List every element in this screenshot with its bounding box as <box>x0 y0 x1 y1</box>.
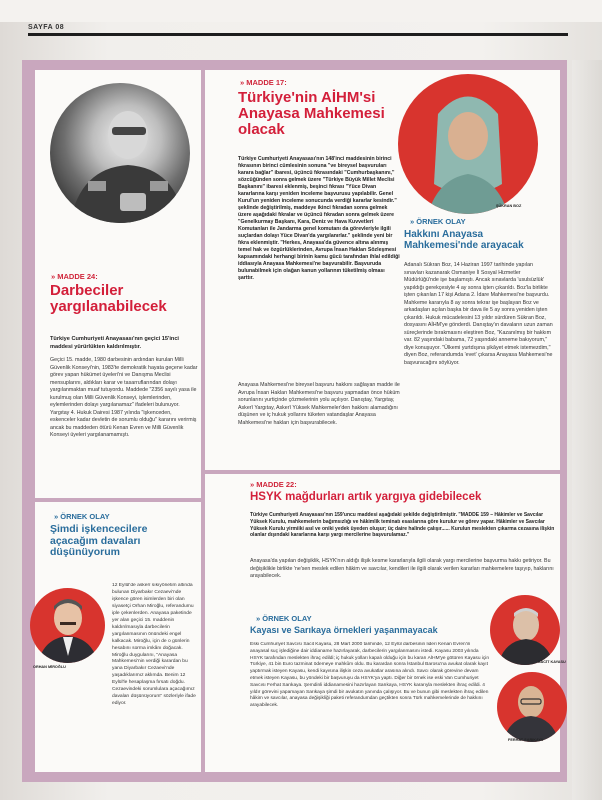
chevron-icon: » <box>51 272 58 281</box>
boz-headline: Hakkını Anayasa Mahkemesi'nde arayacak <box>404 229 524 251</box>
darbeciler-body: Geçici 15. madde, 1980 darbesinin ardından kurulan Milli Güvenlik Konseyi'nin, 1983'te demokratik hayata geçene kadar görev yapan hükümet üyeleri'ni ve Danışma Meclisi mensuplarını, aldıkları karar ve tasarruflarından dolayı yargılanmaktan muaf tutuyordu. Maddede "2356 sayılı yasa ile kurulmuş olan Milli Güvenlik Konseyi, işlemlerinden, eylemlerinden dolayı yargılanamaz" ifadeleri bulunuyor. Yargıtay 4. Hukuk Dairesi 1987 yılında "işkenceden, eskenceler kadar devletin de sorumlu olduğu" kararını verirmiş ancak bu maddeden ötürü Kenan Evren ve Milli Güvenlik Konseyi üyeleri yargılanamamıştı. <box>50 357 198 439</box>
chevron-icon: » <box>54 512 61 521</box>
kayasu-tag: » ÖRNEK OLAY <box>256 614 312 623</box>
madde17-tag: » MADDE 17: <box>240 78 287 87</box>
sacit-kayasu-photo <box>490 595 560 665</box>
portrait-icon <box>497 672 567 742</box>
hsyk-headline: HSYK mağdurları artık yargıya gidebilecek <box>250 491 482 503</box>
darbeciler-headline: Darbeciler yargılanabilecek <box>50 282 167 315</box>
portrait-icon <box>50 83 190 223</box>
chevron-icon: » <box>240 78 247 87</box>
miroglu-caption: ORHAN MİROĞLU <box>33 665 66 669</box>
madde24-tag: » MADDE 24: <box>51 272 98 281</box>
hsyk-body: Anayasa'da yapılan değişiklik, HSYK'nın aldığı ilişik kesme kararlarıyla ilgili olarak yargı mercilerine başvurma hakkı getiriyor. Bu değişiklikle birlikte 'ne'sen meslek edilen hâkim ve savcılar, kendileri ile ilgili olarak verilen kararları mahkemelere taşıyıp, haklarını arayabilecek. <box>250 558 554 580</box>
chevron-icon: » <box>250 480 257 489</box>
page-number: SAYFA 08 <box>28 24 65 31</box>
aihm-headline: Türkiye'nin AİHM'si Anayasa Mahkemesi olacak <box>238 89 385 138</box>
miroglu-body: 12 Eylül'de askerî sıkıyönetim altında bulunan Diyarbakır Cezaevi'nde işkence gören isimlerden biri olan siyasetçi Orhan Miroğlu, referandumu iple çekenlerden. Anayasa paketinde yer alan geçici 15. maddenin kaldırılmasıyla darbecilerin yargılanmasının önündeki engel kalkacak. Miroğlu, için de o günlerin hesabını sorma imkânı doğacak. Miroğlu duygularını, "Anayasa Mahkemesi'nin verdiği karardan bu yana Diyarbakır Cezaevi'nde yaşadıklarımız aklımda. Benim 12 Eylül'le hesaplaşma fırsatı doğdu. Cezaevindeki sorumlulara açacağımız davaları düşünüyorum" sözleriyle ifade ediyor. <box>112 583 196 707</box>
top-margin <box>0 0 602 22</box>
aihm-body: Anayasa Mahkemesi'ne bireysel başvuru hakkını sağlayan madde ile Avrupa İnsan Hakları Mahkemesi'ne başvuru yapmadan önce hüküm sorunlarını yurtiçinde çözmelerinin yolu açılıyor. Danıştay, Yargıtay, Askerî Yargıtay, Askerî Yüksek Mahkemeler'den hakkını alamadığını düşünen ve iç hukuk yollarını tüketen vatandaşlar Anayasa Mahkemesi'ne hakları için başvurabilecek. <box>238 382 400 426</box>
kayasu-body: Eski Cumhuriyet Savcısı Sacit Kayasu, 28 Mart 2000 tarihinde, 12 Eylül darbesinin lideri Kenan Evren'in anayasal suç işlediğine dair iddianame hazırlayarak, darbecilerin yargılanmasını istedi. Kayasu 2003 yılında HSYK tarafından meslekten ihraç edildi; iç hukuk yolları kapalı olduğu için bu kararı AİHM'ye götüren Kayasu için Türkiye, 41 bin Euro tazminat ödemeye mahkûm oldu. Bu karardan sonra İstanbul Barosu'na avukat olarak kayıt yaptırmak isteyen Kayasu, kendi kayısına ilişkin ceza avukatlar arasına alındı. Savcı olarak görevine devam etmek isteyen Kayasu, bu yöndeki bir başvuruyu da HSYK'ya yaptı. Diğer bir örnek ise eski Van Cumhuriyet Savcısı Ferhat Sarıkaya. Şemdinli iddianamesini hazırlayan Sarıkaya, HSYK kararıyla meslekten ihraç edildi. 4 yıldır görevini yapamayan Sarıkaya şimdi bir avukatın yanında çalışıyor. Bu ve bunun gibi meslekten ihraç edilen hâkim ve savcılar, anayasa değişikliği paketi referandumdan geçtikten sonra Türk mahkemelerinde de hakkını arayabilecek. <box>250 642 490 709</box>
darbeciler-lead: Türkiye Cumhuriyeti Anayasası'nın geçici 15'inci maddesi yürürlükten kaldırılmıştır. <box>50 336 179 350</box>
portrait-icon <box>30 588 105 663</box>
sukran-caption: ŞÜKRAN BOZ <box>496 204 522 208</box>
kayasu-headline: Kayası ve Sarıkaya örnekleri yaşanmayacak <box>250 625 438 635</box>
kenan-evren-photo <box>50 83 190 223</box>
miroglu-headline: Şimdi işkencecilere açacağım davaları düşünüyorum <box>50 523 148 559</box>
sarikaya-caption: FERHAT SARIKAYA <box>508 738 544 742</box>
aihm-lead: Türkiye Cumhuriyeti Anayasası'nın 148'inci maddesinin birinci fıkrasının birinci cümlesinin sonuna "ve bireysel başvuruları karara bağlar" ibaresi, üçüncü fıkrasındaki "Cumhurbaşkanını," sözcüğünden sonra gelmek üzere "Türkiye Büyük Millet Meclisi Başkanını" ibaresi eklenmiş, beşinci fıkrası "Yüce Divan kararlarına karşı yeniden inceleme başvurusu yapılabilir. Genel Kurul'un yeniden inceleme sonucunda verdiği kararlar kesindir." şeklinde değiştirilmiş, maddeye ikinci fıkradan sonra gelmek üzere aşağıdaki fıkralar ve üçüncü fıkradan sonra gelmek üzere "Genelkurmay Başkanı, Kara, Deniz ve Hava Kuvvetleri Komutanları ile Jandarma genel komutanı da görevleriyle ilgili suçlardan dolayı Yüce Divan'da yargılanırlar." şeklinde yeni bir fıkra eklenmiştir. "Herkes, Anayasa'da güvence altına alınmış temel hak ve özgürlüklerinden, Avrupa İnsan Hakları Sözleşmesi kapsamındaki herhangi birinin kamu gücü tarafından ihlal edildiği iddiasıyla Anayasa Mahkemesi'ne başvurabilir. Başvuruda bulunabilmek için olağan kanun yollarının tüketilmiş olması şarttır. <box>238 156 400 282</box>
ferhat-sarikaya-photo <box>497 672 567 742</box>
boz-tag: » ÖRNEK OLAY <box>410 217 466 226</box>
kayasu-caption: SACİT KAYASU <box>538 660 566 664</box>
chevron-icon: » <box>256 614 263 623</box>
chevron-icon: » <box>410 217 417 226</box>
orhan-miroglu-photo <box>30 588 105 663</box>
hsyk-lead: Türkiye Cumhuriyeti Anayasası'nın 159'uncu maddesi aşağıdaki şekilde değiştirilmiştir. "MADDE 159 – Hâkimler ve Savcılar Yüksek Kurulu, mahkemelerin bağımsızlığı ve hâkimlik teminatı esaslarına göre kurulur ve görev yapar. Hâkimler ve Savcılar Yüksek Kurulu yirmiiki asıl ve oniki yedek üyeden oluşur; üç daire halinde çalışır...... Kurulun meslekten çıkarma cezasına ilişkin olanlar dışındaki kararlarına karşı yargı mercilerine başvurulamaz." <box>250 512 555 539</box>
madde22-tag: » MADDE 22: <box>250 480 297 489</box>
miroglu-tag: » ÖRNEK OLAY <box>54 512 110 521</box>
boz-body: Adanalı Sükran Boz, 14 Haziran 1997 tarihinde yapılan sınavları kazanarak Osmaniye İl Sosyal Hizmetler Müdürlüğü'nde işe başlamıştı. Ancak sınavlarda 'usulsüzlük' yapıldığı gerekçesiyle 4 ay sonra işten çıkarıldı. Boz'la birlikte işten çıkarılan 17 kişi Adana 2. İdare Mahkemesi'ne başvurdu. Mahkeme kararıyla 8 ay sonra tekrar işe başlayan Boz ve arkadaşları açılan başka bir dava ile 5 ay sonra yeniden işten çıkarıldı. Hukuk mücadelesini 13 yıldır sürdüren Sükran Boz, dosyasını AİHM'ye gönderdi. Danıştay'ın davaların uzun zaman süreçlerinde bırakmasını eleştiren Boz, "Kazanılmış bir hakkım var. 82 yaşındaki babama, 72 yaşındaki anneme bakıyorum," diye konuşuyor. "Ülkemi yurtdışına şikâyet etmek istemezdim," diyen Boz, referandumda 'evet' çıkarsa Anayasa Mahkemesi'ne başvuracağını söylüyor. <box>404 262 553 366</box>
portrait-icon <box>490 595 560 665</box>
portrait-icon <box>398 74 538 214</box>
sukran-boz-photo <box>398 74 538 214</box>
header-rule <box>28 33 568 36</box>
page-edge <box>572 60 602 800</box>
